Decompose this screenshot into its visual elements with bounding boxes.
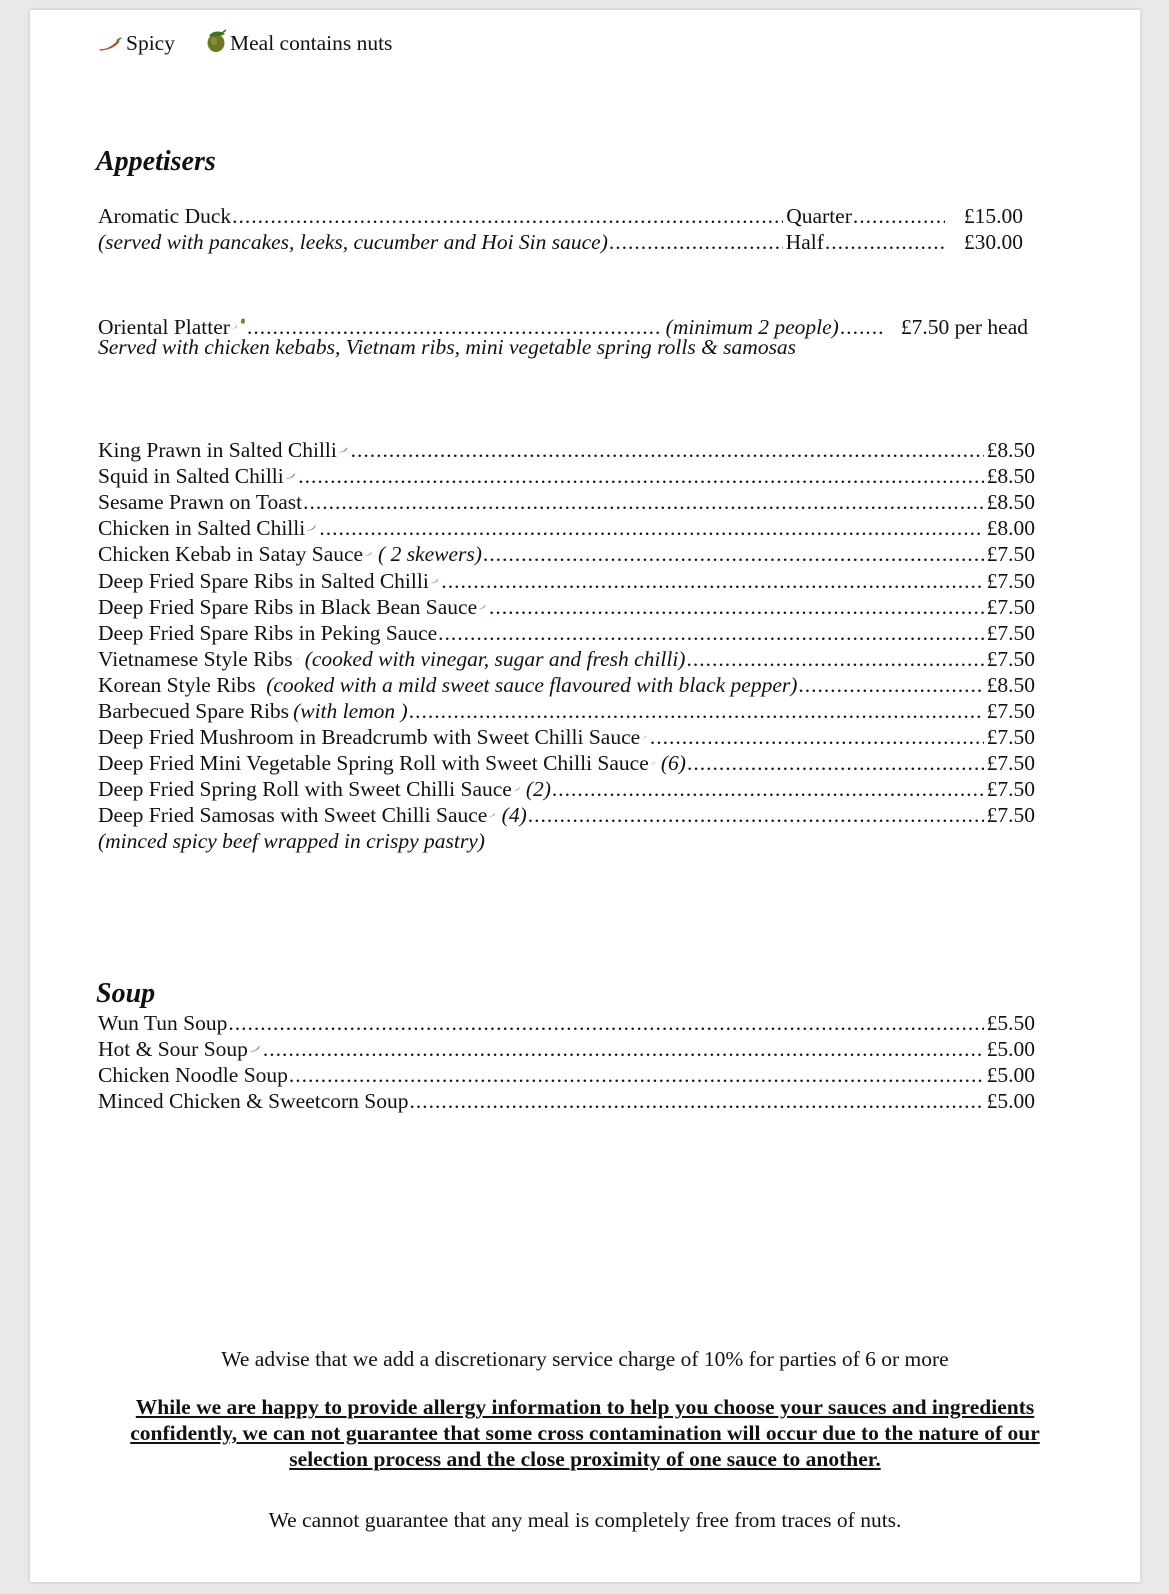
- dot-leader: [853, 203, 945, 229]
- item-name: Deep Fried Spare Ribs in Peking Sauce: [98, 620, 438, 645]
- chili-pepper-icon: [98, 37, 122, 51]
- legend-nuts: [204, 28, 392, 56]
- dot-leader: [351, 437, 984, 463]
- menu-item: [98, 802, 1035, 828]
- menu-item: [98, 515, 1035, 541]
- item-note: (with lemon ): [293, 699, 408, 723]
- dot-leader: [289, 1062, 984, 1088]
- nut-icon: [204, 28, 230, 54]
- menu-item: [98, 698, 1035, 724]
- item-note: (cooked with vinegar, sugar and fresh chilli): [304, 646, 686, 671]
- item-price: £7.50: [986, 725, 1035, 750]
- nut-icon: [240, 308, 246, 334]
- chili-pepper-icon: [514, 782, 520, 796]
- item-note: ( 2 skewers): [378, 542, 482, 567]
- menu-item: [98, 620, 1035, 646]
- soup-item: [98, 1010, 1035, 1036]
- allergy-notice-line: selection process and the close proximity of one sauce to another.: [289, 1447, 881, 1471]
- item-name: Hot & Sour Soup: [98, 1037, 248, 1061]
- item-name: Minced Chicken & Sweetcorn Soup: [98, 1089, 409, 1113]
- service-charge-note: We advise that we add a discretionary service charge of 10% for parties of 6 or more: [221, 1347, 949, 1371]
- item-price: £7.50: [986, 594, 1035, 619]
- item-price: £8.50: [986, 438, 1035, 462]
- menu-item: [98, 463, 1035, 489]
- portion-quarter-label: Quarter: [786, 204, 852, 228]
- item-note: (2): [525, 777, 551, 802]
- menu-item: [98, 776, 1035, 802]
- dot-leader: [825, 229, 945, 255]
- dot-leader: [303, 489, 984, 515]
- item-name: Chicken in Salted Chilli: [98, 516, 306, 541]
- item-name: Deep Fried Mushroom in Breadcrumb with Sweet Chilli Sauce: [98, 725, 641, 750]
- dot-leader: [840, 314, 882, 340]
- item-price: £5.50: [986, 1011, 1035, 1035]
- dot-leader: [263, 1036, 984, 1062]
- item-price: £7.50: [986, 803, 1035, 828]
- chili-pepper-icon: [479, 600, 486, 614]
- item-name: Deep Fried Spare Ribs in Salted Chilli: [98, 568, 429, 593]
- chili-pepper-icon: [431, 574, 439, 588]
- dot-leader: [483, 541, 984, 567]
- chili-pepper-icon: [295, 652, 299, 666]
- item-name: Vietnamese Style Ribs: [98, 646, 293, 671]
- dot-leader: [609, 229, 783, 255]
- item-price: £8.50: [986, 672, 1035, 697]
- item-name: Deep Fried Spring Roll with Sweet Chilli Sauce: [98, 777, 512, 802]
- menu-item: [98, 568, 1035, 594]
- menu-item: [98, 437, 1035, 463]
- legend: [96, 30, 175, 56]
- item-price: £15.00: [963, 204, 1023, 228]
- item-note: (4): [501, 803, 527, 828]
- item-name: Chicken Noodle Soup: [98, 1063, 288, 1087]
- item-name: Squid in Salted Chilli: [98, 464, 284, 489]
- item-name: Deep Fried Samosas with Sweet Chilli Sauce: [98, 803, 488, 828]
- dot-leader: [232, 203, 783, 229]
- dot-leader: [552, 776, 984, 802]
- chili-pepper-icon: [307, 521, 316, 535]
- soup-item: [98, 1036, 1035, 1062]
- item-price: £30.00: [963, 230, 1023, 254]
- item-name: Oriental Platter: [98, 315, 230, 339]
- item-price: £5.00: [986, 1089, 1035, 1113]
- chili-pepper-icon: [642, 730, 647, 744]
- item-note: (served with pancakes, leeks, cucumber and Hoi Sin sauce): [98, 230, 608, 254]
- section-heading-soup: Soup: [96, 978, 156, 1009]
- dot-leader: [228, 1010, 983, 1036]
- item-name: Aromatic Duck: [98, 204, 232, 228]
- item-description: (minced spicy beef wrapped in crispy pastry): [98, 829, 485, 853]
- item-name: Sesame Prawn on Toast: [98, 490, 303, 515]
- chili-pepper-icon: [651, 756, 655, 770]
- item-price: £5.00: [986, 1037, 1035, 1061]
- dot-leader: [687, 750, 984, 776]
- allergy-notice-line: confidently, we can not guarantee that some cross contamination will occur due to the nature of our: [130, 1421, 1040, 1445]
- allergy-notice-line: While we are happy to provide allergy information to help you choose your sauces and ingredients: [135, 1395, 1035, 1419]
- dot-leader: [438, 620, 983, 646]
- item-note: (minimum 2 people): [665, 315, 839, 339]
- item-price: £5.00: [986, 1063, 1035, 1087]
- chili-pepper-icon: [250, 1042, 260, 1056]
- item-note: (6): [660, 751, 686, 776]
- dot-leader: [319, 515, 983, 541]
- item-price: £8.00: [986, 516, 1035, 541]
- dot-leader: [409, 698, 984, 724]
- menu-item: [98, 724, 1035, 750]
- chili-pepper-icon: [286, 469, 295, 483]
- item-name: Korean Style Ribs: [98, 672, 256, 697]
- section-heading-appetisers: Appetisers: [96, 146, 216, 177]
- item-price: £7.50: [986, 620, 1035, 645]
- chili-pepper-icon: [339, 443, 348, 457]
- dot-leader: [528, 802, 984, 828]
- chili-pepper-icon: [489, 808, 495, 822]
- item-note: (cooked with a mild sweet sauce flavoured with black pepper): [266, 672, 798, 697]
- chili-pepper-icon: [365, 547, 372, 561]
- menu-item: [98, 541, 1035, 567]
- dot-leader: [489, 594, 984, 620]
- portion-half-label: Half: [785, 230, 824, 254]
- dot-leader: [798, 672, 983, 698]
- menu-item: [98, 750, 1035, 776]
- dot-leader: [298, 463, 983, 489]
- item-description: Served with chicken kebabs, Vietnam ribs, mini vegetable spring rolls & samosas: [98, 335, 797, 359]
- item-name: Deep Fried Mini Vegetable Spring Roll with Sweet Chilli Sauce: [98, 751, 649, 776]
- chili-pepper-icon: [258, 678, 261, 692]
- item-price: £7.50: [986, 699, 1035, 723]
- menu-item-oriental-platter: [98, 308, 1028, 339]
- dot-leader: [686, 646, 983, 672]
- menu-item-aromatic-duck: [98, 203, 1023, 229]
- item-name: King Prawn in Salted Chilli: [98, 438, 337, 462]
- soup-item: [98, 1062, 1035, 1088]
- item-price: £8.50: [986, 464, 1035, 489]
- item-price: £7.50: [986, 568, 1035, 593]
- item-price: £7.50: [986, 542, 1035, 567]
- item-name: Chicken Kebab in Satay Sauce: [98, 542, 364, 567]
- item-price: £7.50: [986, 751, 1035, 776]
- menu-item: [98, 489, 1035, 515]
- menu-item: [98, 672, 1035, 698]
- menu-item-aromatic-duck-half: [98, 229, 1023, 255]
- dot-leader: [650, 724, 984, 750]
- item-name: Wun Tun Soup: [98, 1011, 228, 1035]
- item-price: £7.50 per head: [900, 315, 1028, 339]
- nuts-warning: We cannot guarantee that any meal is completely free from traces of nuts.: [268, 1508, 902, 1532]
- soup-item: [98, 1088, 1035, 1114]
- legend-spicy-label: Spicy: [126, 31, 175, 55]
- dot-leader: [410, 1088, 984, 1114]
- item-price: £7.50: [986, 777, 1035, 802]
- item-name: Barbecued Spare Ribs: [98, 699, 290, 723]
- chili-pepper-icon: [232, 320, 238, 334]
- legend-nuts-label: Meal contains nuts: [230, 31, 393, 55]
- menu-item: [98, 594, 1035, 620]
- dot-leader: [441, 568, 983, 594]
- menu-item: [98, 646, 1035, 672]
- item-name: Deep Fried Spare Ribs in Black Bean Sauce: [98, 594, 478, 619]
- item-price: £7.50: [986, 646, 1035, 671]
- item-price: £8.50: [986, 490, 1035, 515]
